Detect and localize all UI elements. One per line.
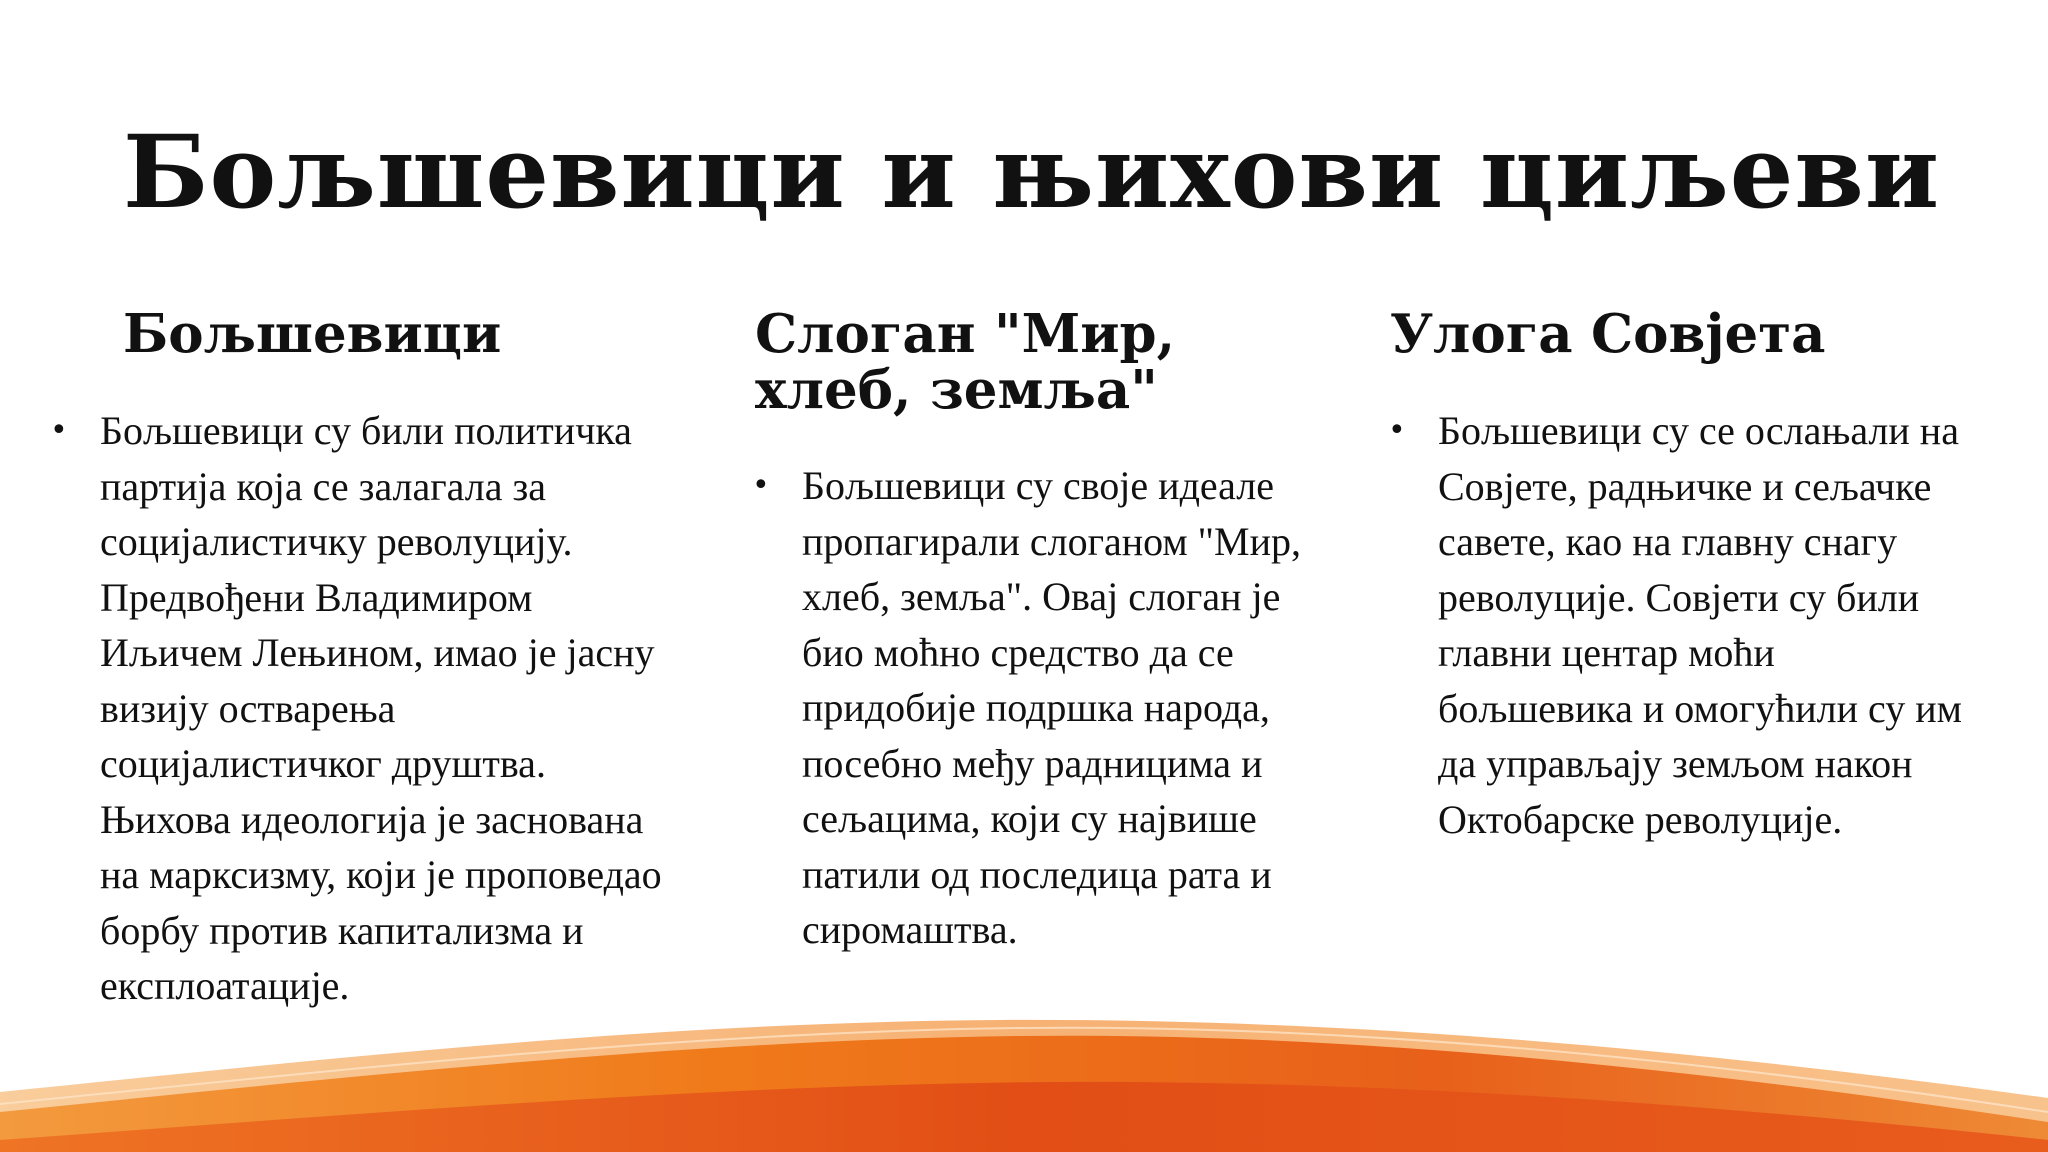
column-heading: Улога Совјета [1390,303,1826,365]
bullet-icon: • [752,468,770,503]
bullet-icon: • [50,413,68,448]
list-item-text: Бољшевици су се ослањали на Совјете, радњичке и сељачке савете, као на главну снагу револуције. Совјети су били главни центар моћи бољшевика и омогућили су им да управљају земљом након Октобарске револуције. [1438,408,1962,842]
list-item [1388,403,1968,847]
column-heading: Бољшевици [123,303,502,365]
slide-title: Бољшевици и њихови циљеви [123,113,1941,231]
column-list [1388,403,1968,847]
column-heading: Слоган "Мир, хлеб, земља" [755,303,1176,421]
list-item-text: Бољшевици су били политичка партија која се залагала за социјалистичку револуцију. Предвођени Владимиром Иљичем Лењином, имао је јасну визију остварења социјалистичког друштва. Њихова идеологија је заснована на марксизму, који је проповедао борбу против капитализма и експлоатације. [100,408,662,1008]
bullet-icon: • [1388,413,1406,448]
list-item-text: Бољшевици су своје идеале пропагирали слоганом "Мир, хлеб, земља". Овај слоган је био моћно средство да се придобије подршка народа, посебно међу радницима и сељацима, који су највише патили од последица рата и сиромаштва. [802,463,1301,952]
